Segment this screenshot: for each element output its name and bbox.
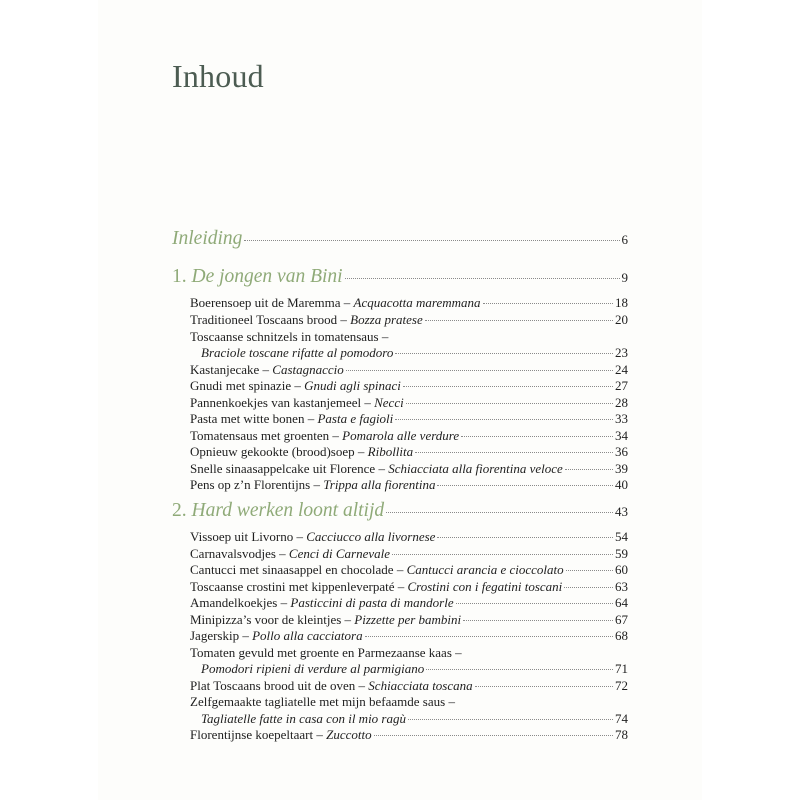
entry-title: Boerensoep uit de Maremma <box>190 295 341 310</box>
toc-intro[interactable] <box>172 228 628 250</box>
dot-leader <box>483 303 613 304</box>
dot-leader <box>408 719 613 720</box>
entry-italian-title: Pomodori ripieni di verdure al parmigiano <box>201 661 425 676</box>
toc-page-number: 68 <box>615 628 628 643</box>
entry-title: Plat Toscaans brood uit de oven <box>190 678 356 693</box>
entry-title: Cantucci met sinaasappel en chocolade <box>190 562 394 577</box>
page-title: Inhoud <box>172 58 264 94</box>
toc-section-1[interactable] <box>172 266 628 288</box>
entry-title: Carnavalsvodjes <box>190 546 276 561</box>
entry-italian-title: Pomarola alle verdure <box>342 428 460 443</box>
entry-title: Toscaanse crostini met kippenleverpaté <box>190 579 395 594</box>
entry-italian-title: Castagnaccio <box>272 362 344 377</box>
toc-page-number: 34 <box>615 428 628 443</box>
dot-leader <box>437 537 613 538</box>
toc-entry[interactable]: Tomatensaus met groenten – Pomarola alle verdure 34 <box>190 428 628 443</box>
dot-leader <box>426 669 613 670</box>
toc-page-number: 59 <box>615 546 628 561</box>
toc-entry[interactable] <box>201 711 628 727</box>
dot-leader <box>395 353 613 354</box>
toc-intro-label: Inleiding <box>172 228 243 249</box>
dot-leader <box>461 436 613 437</box>
entry-title: Jagerskip <box>190 628 240 643</box>
dot-leader <box>406 403 613 404</box>
toc-entry[interactable]: Traditioneel Toscaans brood – Bozza pratese 20 <box>190 312 628 327</box>
entry-italian-title: Acquacotta maremmana <box>353 295 481 310</box>
entry-italian-title: Zuccotto <box>326 727 372 742</box>
toc-entry[interactable]: Amandelkoekjes – Pasticcini di pasta di mandorle 64 <box>190 595 628 610</box>
toc-page-number: 28 <box>615 395 628 410</box>
toc-entry[interactable]: Pens op z’n Florentijns – Trippa alla fiorentina 40 <box>190 477 628 492</box>
toc-page-number: 78 <box>615 727 628 742</box>
section-heading <box>172 500 384 522</box>
toc-page-number: 60 <box>615 562 628 577</box>
dot-leader <box>365 636 613 637</box>
entry-title: Amandelkoekjes <box>190 595 278 610</box>
entry-italian-title: Schiacciata alla fiorentina veloce <box>388 461 563 476</box>
section-label: De jongen van Bini <box>191 266 343 287</box>
toc-page-number: 9 <box>621 270 628 285</box>
entry-italian-title: Pasta e fagioli <box>317 411 394 426</box>
entry-title: Tomaten gevuld met groente en Parmezaanse kaas – <box>190 645 462 660</box>
dot-leader <box>566 570 613 571</box>
toc-entry[interactable]: Cantucci met sinaasappel en chocolade – Cantucci arancia e cioccolato 60 <box>190 562 628 577</box>
dot-leader <box>415 452 613 453</box>
dot-leader <box>395 419 613 420</box>
toc-page-number: 18 <box>615 295 628 310</box>
toc-entry[interactable]: Vissoep uit Livorno – Cacciucco alla livornese 54 <box>190 529 628 544</box>
entry-title: Kastanjecake <box>190 362 260 377</box>
entry-title: Snelle sinaasappelcake uit Florence <box>190 461 376 476</box>
toc-page-number: 71 <box>615 661 628 676</box>
toc-page-number: 54 <box>615 529 628 544</box>
dot-leader <box>565 469 613 470</box>
toc-entry-first-line[interactable] <box>190 329 628 345</box>
toc-entry[interactable]: Boerensoep uit de Maremma – Acquacotta maremmana 18 <box>190 295 628 310</box>
toc-entry[interactable]: Jagerskip – Pollo alla cacciatora 68 <box>190 628 628 643</box>
toc-page-number: 24 <box>615 362 628 377</box>
dot-leader <box>346 370 613 371</box>
toc-entry[interactable]: Florentijnse koepeltaart – Zuccotto 78 <box>190 727 628 742</box>
toc-entry[interactable]: Opnieuw gekookte (brood)soep – Ribollita 36 <box>190 444 628 459</box>
toc-entry[interactable]: Carnavalsvodjes – Cenci di Carnevale 59 <box>190 546 628 561</box>
entry-italian-title: Braciole toscane rifatte al pomodoro <box>201 345 394 360</box>
entry-title: Florentijnse koepeltaart <box>190 727 314 742</box>
dot-leader <box>463 620 613 621</box>
dot-leader <box>437 485 613 486</box>
toc-page-number: 23 <box>615 345 628 360</box>
toc-entry-first-line[interactable] <box>190 645 628 661</box>
dot-leader <box>374 735 613 736</box>
dot-leader <box>564 587 613 588</box>
toc-entry[interactable]: Gnudi met spinazie – Gnudi agli spinaci 27 <box>190 378 628 393</box>
section-heading <box>172 266 343 288</box>
entry-title: Zelfgemaakte tagliatelle met mijn befaamde saus – <box>190 694 455 709</box>
toc-entry[interactable]: Pasta met witte bonen – Pasta e fagioli 33 <box>190 411 628 426</box>
toc-entry[interactable] <box>201 661 628 677</box>
section-label: Hard werken loont altijd <box>191 500 385 521</box>
section-number: 1. <box>172 266 187 287</box>
entry-title: Toscaanse schnitzels in tomatensaus – <box>190 329 389 344</box>
dot-leader <box>386 512 613 513</box>
toc-page-number: 67 <box>615 612 628 627</box>
toc-page-number: 6 <box>621 232 628 247</box>
entry-italian-title: Schiacciata toscana <box>368 678 473 693</box>
entry-italian-title: Gnudi agli spinaci <box>304 378 401 393</box>
toc-page-number: 33 <box>615 411 628 426</box>
entry-italian-title: Cenci di Carnevale <box>288 546 391 561</box>
dot-leader <box>345 278 620 279</box>
toc-entry[interactable]: Kastanjecake – Castagnaccio 24 <box>190 362 628 377</box>
toc-entry[interactable]: Minipizza’s voor de kleintjes – Pizzette per bambini 67 <box>190 612 628 627</box>
toc-page-number: 39 <box>615 461 628 476</box>
entry-title: Vissoep uit Livorno <box>190 529 294 544</box>
entry-italian-title: Pizzette per bambini <box>354 612 462 627</box>
toc-entry[interactable] <box>201 345 628 361</box>
toc-entry[interactable]: Toscaanse crostini met kippenleverpaté – Crostini con i fegatini toscani 63 <box>190 579 628 594</box>
toc-page-number: 72 <box>615 678 628 693</box>
entry-italian-title: Pollo alla cacciatora <box>252 628 363 643</box>
entry-title: Minipizza’s voor de kleintjes <box>190 612 342 627</box>
entry-italian-title: Necci <box>374 395 404 410</box>
entry-title: Pens op z’n Florentijns <box>190 477 311 492</box>
toc-page-number: 74 <box>615 711 628 726</box>
toc-entry-first-line[interactable] <box>190 694 628 710</box>
toc-page-number: 27 <box>615 378 628 393</box>
toc-section-2[interactable] <box>172 500 628 522</box>
toc-page-number: 20 <box>615 312 628 327</box>
entry-italian-title: Cacciucco alla livornese <box>306 529 436 544</box>
entry-italian-title: Tagliatelle fatte in casa con il mio ragù <box>201 711 406 726</box>
toc-entry[interactable]: Snelle sinaasappelcake uit Florence – Schiacciata alla fiorentina veloce 39 <box>190 461 628 476</box>
dot-leader <box>244 240 619 241</box>
dot-leader <box>392 554 613 555</box>
entry-italian-title: Cantucci arancia e cioccolato <box>406 562 564 577</box>
toc-page-number: 40 <box>615 477 628 492</box>
entry-title: Tomatensaus met groenten <box>190 428 330 443</box>
dot-leader <box>475 686 613 687</box>
toc-page-number: 64 <box>615 595 628 610</box>
entry-italian-title: Ribollita <box>367 444 414 459</box>
entry-italian-title: Crostini con i fegatini toscani <box>407 579 563 594</box>
toc-page-number: 63 <box>615 579 628 594</box>
entry-title: Gnudi met spinazie <box>190 378 292 393</box>
dot-leader <box>425 320 613 321</box>
section-number: 2. <box>172 500 187 521</box>
entry-title: Pasta met witte bonen <box>190 411 305 426</box>
entry-italian-title: Bozza pratese <box>350 312 423 327</box>
entry-title: Traditioneel Toscaans brood <box>190 312 338 327</box>
dot-leader <box>403 386 613 387</box>
toc-entry[interactable]: Plat Toscaans brood uit de oven – Schiacciata toscana 72 <box>190 678 628 693</box>
dot-leader <box>456 603 613 604</box>
toc-page-number: 36 <box>615 444 628 459</box>
entry-italian-title: Pasticcini di pasta di mandorle <box>290 595 454 610</box>
entry-title: Opnieuw gekookte (brood)soep <box>190 444 355 459</box>
toc-page-number: 43 <box>615 504 628 519</box>
entry-title: Pannenkoekjes van kastanjemeel <box>190 395 362 410</box>
entry-italian-title: Trippa alla fiorentina <box>323 477 436 492</box>
toc-entry[interactable]: Pannenkoekjes van kastanjemeel – Necci 28 <box>190 395 628 410</box>
